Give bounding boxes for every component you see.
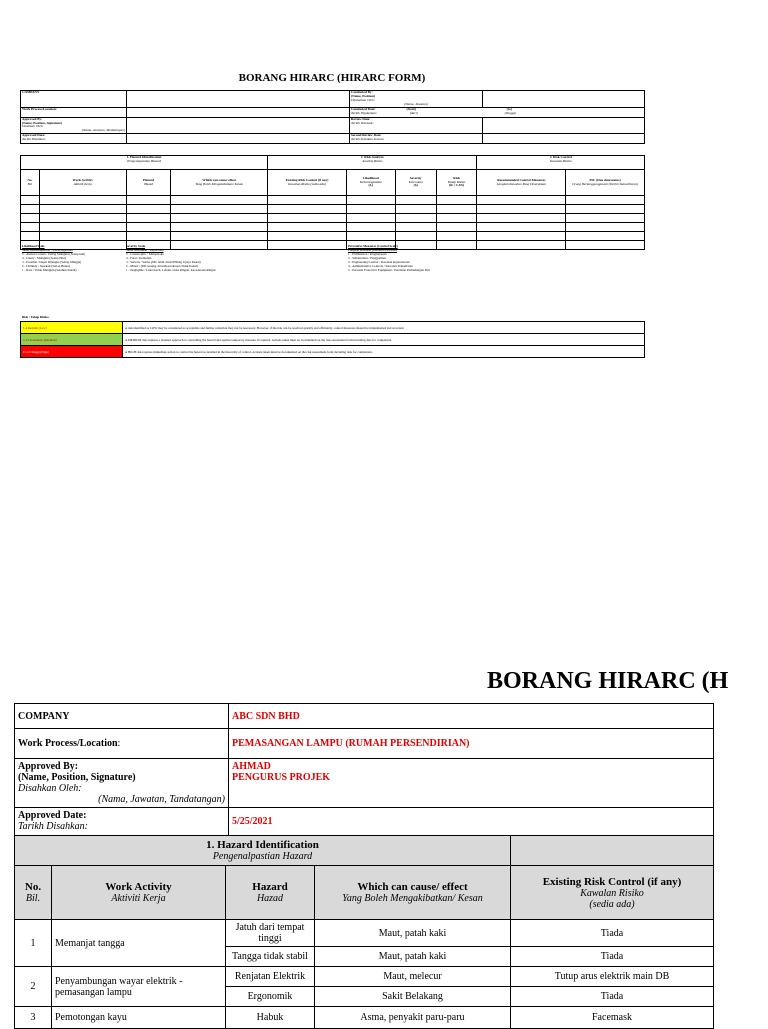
small-section1-title: 1. Hazard Identification xyxy=(126,155,162,159)
big-header-table xyxy=(14,703,714,836)
row-control: Tutup arus elektrik main DB xyxy=(511,967,714,987)
small-company-label: COMPANY xyxy=(21,91,127,108)
preventive-measures xyxy=(348,244,498,272)
small-col-risk-malay: Tahap Risiko xyxy=(447,179,466,184)
big-approved-date xyxy=(15,808,229,836)
small-section1-malay: Pengenalpastian Hazard xyxy=(127,158,161,163)
small-col-effect xyxy=(171,170,268,196)
preventive-sub: Langkah Kawalan (Hierarki Kawalan) xyxy=(348,248,397,252)
row-no: 3 xyxy=(15,1007,52,1029)
severity-item: 1 - Negligible / Luka Kecil, Lebam, Luka Ringan, Kecederaan Ringan xyxy=(126,268,216,272)
severity-item: 4 - Fatal / Kematian xyxy=(126,256,152,260)
row-effect: Maut, patah kaki xyxy=(315,947,511,967)
small-review-date xyxy=(350,117,483,134)
small-next-review-value xyxy=(483,134,645,144)
severity-scale-sub: Skala Keterukan / Keparahan xyxy=(126,248,164,252)
big-col-existing-malay: Kawalan Risiko xyxy=(580,887,644,899)
small-section2-title: 2. Risk Analysis xyxy=(360,155,384,159)
small-col-effect-label: Which can cause/ effect xyxy=(202,177,237,182)
big-work-process-colon: : xyxy=(117,738,121,749)
row-hazard: Renjatan Elektrik xyxy=(226,967,315,987)
small-conducted-date-malay: Tarikh Dijalankan: xyxy=(351,110,377,115)
small-section2-malay: Analisis Risiko xyxy=(362,158,383,163)
small-col-existing-label: Existing Risk Control (if any) xyxy=(285,177,329,182)
likelihood-item: 3 - Possible / Dapat Dijangka (Setiap Minggu) xyxy=(22,260,82,264)
severity-item: 2 - Minor / (MC kurang 4 hari/Kecederaan Tidak Kekal) xyxy=(126,264,198,268)
small-col-likelihood-code: (L) xyxy=(368,183,374,188)
small-conducted-date-malay-from: (dari) xyxy=(409,110,418,115)
big-col-activity-malay: Aktiviti Kerja xyxy=(111,893,166,904)
big-form-title: BORANG HIRARC (H xyxy=(487,668,729,694)
small-col-recommended xyxy=(477,170,566,196)
big-approved-by-malay-sub: (Nama, Jawatan, Tandatangan) xyxy=(98,794,225,805)
small-col-no-malay: Bil. xyxy=(27,181,33,186)
small-col-severity xyxy=(395,170,436,196)
big-company-label: COMPANY xyxy=(15,704,229,729)
small-section3-title: 3. Risk Control xyxy=(549,155,572,159)
small-work-process-value xyxy=(127,107,350,117)
small-work-process-label: Work Process/Location: xyxy=(21,107,127,117)
small-col-pic-malay: Orang Bertanggungjawab (Tarikh Tamat/Status) xyxy=(572,181,639,186)
likelihood-scale-sub: Skala Kebarangkalian / Kebarangkalian xyxy=(22,248,73,252)
small-col-recommended-label: Recommended Control Measures xyxy=(497,177,546,182)
small-col-activity-label: Work Activity xyxy=(72,177,93,182)
big-section-blank xyxy=(511,836,714,866)
small-approved-by-sub: (Name, Position, Signature) xyxy=(22,120,62,125)
preventive-heading: Preventive Measures (Control Scale) xyxy=(348,244,398,248)
small-approved-by-value xyxy=(127,117,350,134)
severity-item: 5 - Catastrophic / Malapetaka xyxy=(126,252,164,256)
likelihood-scale xyxy=(22,244,117,272)
small-header-table xyxy=(20,90,645,144)
likelihood-scale-heading: Likelihood Scale xyxy=(22,244,45,248)
small-next-review-malay: Tarikh Semakan Semula xyxy=(351,137,384,142)
risk-level-table xyxy=(20,321,645,358)
big-approved-by-sub: (Name, Position, Signature) xyxy=(18,772,136,783)
small-col-hazard-malay: Hazad xyxy=(144,181,153,186)
small-col-likelihood xyxy=(346,170,395,196)
big-approved-by-name: AHMAD xyxy=(232,761,271,772)
risk-level-low: 1-4 Rendah (Low) xyxy=(21,322,123,334)
small-conducted-date-malay-to: (hingga) xyxy=(504,110,517,115)
row-control: Tiada xyxy=(511,947,714,967)
row-effect: Maut, patah kaki xyxy=(315,920,511,947)
small-col-existing-malay: Kawalan Risiko (sedia ada) xyxy=(288,181,326,186)
big-col-existing xyxy=(511,866,714,920)
small-empty-row xyxy=(21,232,645,241)
row-control: Tiada xyxy=(511,920,714,947)
big-hazard-table xyxy=(14,835,714,1029)
risk-row-low xyxy=(21,322,645,334)
risk-row-high xyxy=(21,346,645,358)
preventive-item: 5 - Personal Protective Equipment / Peralatan Perlindungan Diri xyxy=(348,268,430,272)
big-work-process-label: Work Process/Location xyxy=(18,738,118,749)
small-col-likelihood-malay: Kebarangkalian xyxy=(359,179,382,184)
preventive-item: 4 - Administrative Controls / Kawalan Pentadbiran xyxy=(348,264,413,268)
likelihood-item: 1 - Rare / Tidak Mungkin (Setahun Sekali) xyxy=(22,268,77,272)
big-work-process xyxy=(15,729,229,759)
big-approved-date-malay: Tarikh Disahkan: xyxy=(18,821,88,832)
big-work-process-value: PEMASANGAN LAMPU (RUMAH PERSENDIRIAN) xyxy=(229,729,714,759)
risk-desc-high: A HIGH risk requires immediate action to control the hazard as detailed in the hierarchy of control. Actions taken must be documented on the risk assessment form including date for completion. xyxy=(123,346,645,358)
big-col-activity xyxy=(52,866,226,920)
risk-desc-low: A risk identified as LOW may be considered as acceptable and further reduction may not be necessary. However, if the risk can be resolved quickly and efficiently, control measures should be implemented and recorded. xyxy=(123,322,645,334)
small-review-date-value xyxy=(483,117,645,134)
big-col-effect-label: Which can cause/ effect xyxy=(357,881,468,893)
risk-level-medium: 5-12 Sederhana (Medium) xyxy=(21,334,123,346)
row-activity: Penyambungan wayar elektrik - pemasangan lampu xyxy=(52,967,226,1007)
big-col-no xyxy=(15,866,52,920)
small-conducted-date-from: (from) xyxy=(406,106,416,111)
severity-scale-heading: Severity Scale xyxy=(126,244,146,248)
big-col-effect-malay: Yang Boleh Mengakibatkan/ Kesan xyxy=(342,893,483,904)
row-control: Tiada xyxy=(511,987,714,1007)
row-control: Facemask xyxy=(511,1007,714,1029)
row-no: 2 xyxy=(15,967,52,1007)
big-col-hazard-label: Hazard xyxy=(252,881,288,893)
preventive-item: 3 - Engineering Control / Kawalan Kejuruteraan xyxy=(348,260,410,264)
small-approved-date-label: Approved Date: xyxy=(22,133,46,138)
big-section1-malay: Pengenalpastian Hazard xyxy=(212,851,313,862)
likelihood-item: 5 - Almost Certain / Paling Mungkin (Setiap kali) xyxy=(22,252,86,256)
small-col-activity xyxy=(39,170,126,196)
table-row xyxy=(15,920,714,947)
big-section1-title: 1. Hazard Identification xyxy=(206,839,319,851)
likelihood-item: 4 - Likely / Mungkin (Setiap Hari) xyxy=(22,256,67,260)
big-approved-by-value xyxy=(229,759,714,808)
small-col-recommended-malay: Langkah Kawalan Yang Disarankan xyxy=(496,181,546,186)
small-col-hazard-label: Hazard xyxy=(143,177,154,182)
row-hazard: Ergonomik xyxy=(226,987,315,1007)
small-col-existing xyxy=(268,170,347,196)
small-conducted-by-value xyxy=(483,91,645,108)
row-activity: Memanjat tangga xyxy=(52,920,226,967)
big-col-no-malay: Bil. xyxy=(25,893,41,904)
small-approved-date xyxy=(21,134,127,144)
small-col-severity-code: (S) xyxy=(413,183,418,188)
small-col-risk-label: Risk xyxy=(453,175,460,180)
small-section3 xyxy=(477,156,645,170)
severity-item: 3 - Serious / Serius (MC lebih 4 hari/Hilang Upaya Kekal) xyxy=(126,260,201,264)
big-section1 xyxy=(15,836,511,866)
big-company-value: ABC SDN BHD xyxy=(229,704,714,729)
big-approved-by-malay: Disahkan Oleh: xyxy=(18,783,82,794)
small-conducted-by-sub: (Name, Position) xyxy=(351,93,376,98)
risk-heading: Risk / Tahap Risiko xyxy=(22,315,49,319)
big-col-hazard-malay: Hazad xyxy=(256,893,284,904)
big-col-activity-label: Work Activity xyxy=(105,881,172,893)
small-form-title: BORANG HIRARC (HIRARC FORM) xyxy=(238,72,426,84)
row-hazard: Tangga tidak stabil xyxy=(226,947,315,967)
risk-level-high: 15-25 Tinggi (High) xyxy=(21,346,123,358)
small-review-date-label: Review Date: xyxy=(351,116,371,121)
small-col-no xyxy=(21,170,40,196)
small-col-severity-malay: Keterukan xyxy=(408,179,423,184)
small-section3-malay: Kawalan Risiko xyxy=(549,158,572,163)
small-col-pic xyxy=(566,170,645,196)
small-conducted-date-label: Conducted Date: xyxy=(351,106,376,111)
small-empty-row xyxy=(21,214,645,223)
likelihood-item: 2 - Unlikely / Sesekali (Setiap Bulan) xyxy=(22,264,70,268)
small-conducted-date-to: (to) xyxy=(506,106,512,111)
small-empty-row xyxy=(21,223,645,232)
row-activity: Pemotongan kayu xyxy=(52,1007,226,1029)
row-no: 1 xyxy=(15,920,52,967)
small-col-hazard xyxy=(126,170,171,196)
small-hirarc-table xyxy=(20,155,645,250)
small-col-risk-code: (R = LXS) xyxy=(449,183,465,188)
big-approved-by xyxy=(15,759,229,808)
small-col-activity-malay: Aktiviti Kerja xyxy=(73,181,92,186)
small-conducted-by-label: Conducted By: xyxy=(351,90,373,94)
small-conducted-by xyxy=(350,91,483,108)
small-review-date-malay: Tarikh Disemak: xyxy=(351,120,374,125)
risk-row-medium xyxy=(21,334,645,346)
small-empty-row xyxy=(21,205,645,214)
table-row xyxy=(15,1007,714,1029)
small-section1 xyxy=(21,156,268,170)
small-approved-by-label: Approved By: xyxy=(22,116,43,121)
small-section2 xyxy=(268,156,477,170)
row-effect: Maut, melecur xyxy=(315,967,511,987)
small-approved-date-malay: Tarikh Disahkan: xyxy=(22,137,46,142)
big-approved-date-value: 5/25/2021 xyxy=(229,808,714,836)
big-col-no-label: No. xyxy=(24,881,42,893)
severity-scale xyxy=(126,244,296,272)
preventive-item: 1 - Elimination / Penghapusan xyxy=(348,252,387,256)
small-approved-date-value xyxy=(127,134,350,144)
big-col-existing-label: Existing Risk Control (if any) xyxy=(542,875,682,888)
small-conducted-date xyxy=(350,107,645,117)
small-conducted-by-malay-sub: (Nama, Jawatan) xyxy=(404,101,428,106)
row-hazard: Habuk xyxy=(226,1007,315,1029)
small-next-review-label: Second Review Date: xyxy=(351,133,382,138)
big-col-existing-malay2: (sedia ada) xyxy=(589,898,635,910)
big-approved-by-position: PENGURUS PROJEK xyxy=(232,772,331,783)
big-col-hazard xyxy=(226,866,315,920)
row-hazard: Jatuh dari tempat tinggi xyxy=(226,920,315,947)
small-approved-by xyxy=(21,117,127,134)
row-effect: Sakit Belakang xyxy=(315,987,511,1007)
small-col-pic-label: PIC (Due date/status) xyxy=(589,177,621,182)
small-col-likelihood-label: Likelihood xyxy=(362,175,379,180)
big-approved-date-label: Approved Date: xyxy=(18,810,87,821)
small-col-effect-malay: Yang Boleh Mengakibatkan/ Kesan xyxy=(195,181,244,186)
small-approved-by-malay: Disahkan Oleh: xyxy=(22,124,44,129)
row-effect: Asma, penyakit paru-paru xyxy=(315,1007,511,1029)
small-col-severity-label: Severity xyxy=(409,175,422,180)
small-company-value xyxy=(127,91,350,108)
small-conducted-by-malay: Dijalankan Oleh: xyxy=(351,97,375,102)
risk-desc-medium: A MEDIUM risk requires a planned approach to controlling the hazard and applies temporary measure if required. Actions taken must be documented on the risk assessment form including date for completion. xyxy=(123,334,645,346)
big-approved-by-label: Approved By: xyxy=(18,761,79,772)
small-next-review xyxy=(350,134,483,144)
preventive-item: 2 - Substitution / Penggantian xyxy=(348,256,386,260)
big-col-effect xyxy=(315,866,511,920)
small-col-no-label: No. xyxy=(27,177,33,182)
small-approved-by-malay-sub: (Nama, Jawatan, Tandatangan) xyxy=(81,128,125,133)
small-col-risk xyxy=(436,170,477,196)
small-empty-row xyxy=(21,196,645,205)
table-row xyxy=(15,967,714,987)
